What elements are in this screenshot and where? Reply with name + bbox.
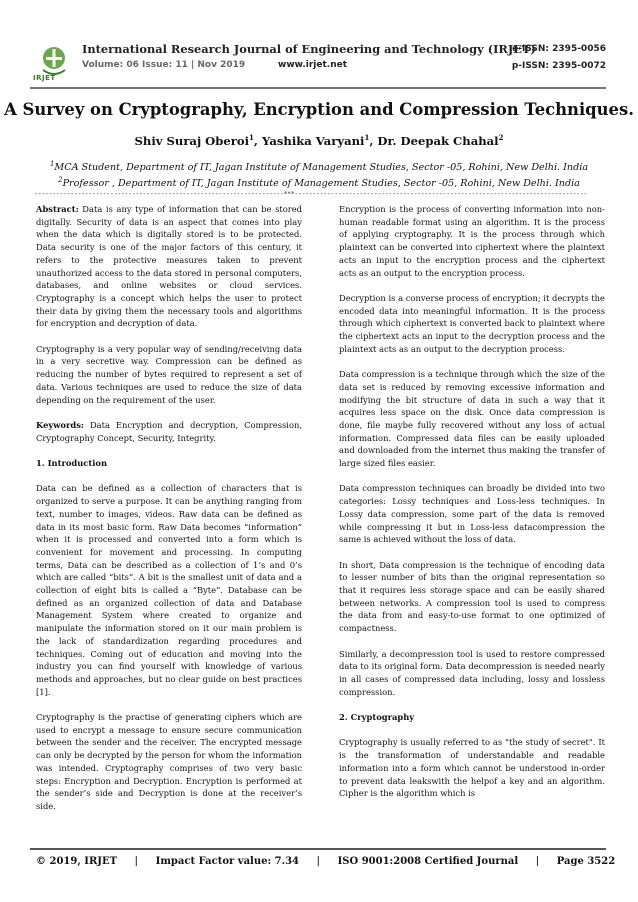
body-paragraph: Decryption is a converse process of encryption; it decrypts the encoded data into meaningful information. It is the process through which ciphertext is converted back to plaintext where the ciphertext acts an input to the decryption process and the plaintext acts as an output to the decryption process. [339, 292, 605, 354]
footer-impact-factor: Impact Factor value: 7.34 [155, 856, 300, 867]
body-paragraph: Data compression techniques can broadly be divided into two categories: Lossy techniques and Loss-less techniques. In Lossy data compression, some part of the data is removed while compressing it but in Loss-less datacompression the same is achieved without the loss of data. [339, 483, 605, 545]
section-separator: ---------------------------------------------------------------------***--------------------------------------------------------------------------------- [34, 190, 587, 198]
journal-header [30, 40, 606, 88]
keywords-label: Keywords: [36, 419, 84, 430]
keywords-paragraph: Keywords: Data Encryption and decryption, Compression, Cryptography Concept, Security, Integrity. [36, 419, 302, 443]
left-column [36, 203, 302, 825]
pissn: p-ISSN: 2395-0072 [511, 61, 606, 71]
affiliation-1: $^1$MCA Student, Department of IT, Jagan Institute of Management Studies, Sector -05, Rohini, New Delhi. India [49, 160, 589, 174]
section-heading: 2. Cryptography [339, 712, 415, 723]
footer-iso: ISO 9001:2008 Certified Journal [337, 856, 519, 867]
body-paragraph: Similarly, a decompression tool is used to restore compressed data to its original form. Data decompression is needed nearly in all cases of compressed data including, lossy and lossless compression. [339, 648, 605, 697]
abstract-paragraph: Abstract: Data is any type of information that can be stored digitally. Security of data is an aspect that comes into play when the data which is digitally stored is to be protected. Data security is one of the major factors of this century, it refers to the protective measures taken to prevent unauthorized access to the data stored in personal computers, databases, and online websites or cloud services. Cryptography is a concept which helps the user to protect their data by giving them the necessary tools and algorithms for encryption and decryption of data. [36, 204, 302, 329]
author-name: Shiv Suraj Oberoi [134, 133, 250, 148]
website-link[interactable]: www.irjet.net [278, 60, 348, 70]
body-paragraph: Data compression is a technique through which the size of the data set is reduced by removing excessive information and modifying the bit structure of data in such a way that it acquires less space on the disk. Once data compression is done, file maybe fully recovered without any loss of actual information. Compressed data files can be easily uploaded and downloaded from the internet thus making the transfer of large sized files easier. [339, 369, 605, 469]
footer-page-number: Page 3522 [556, 856, 616, 867]
body-paragraph: Encryption is the process of converting information into non-human readable format using an algorithm. It is the process of applying cryptography. It is the process through which plaintext can be converted into ciphertext where the plaintext acts an input to the encryption process and the ciphertext acts as an output to the encryption process. [339, 204, 605, 278]
author-name: Dr. Deepak Chahal [377, 133, 499, 148]
affiliation-mark: 1 [364, 133, 370, 142]
affiliation-mark: 2 [498, 133, 504, 142]
body-paragraph: Cryptography is the practise of generating ciphers which are used to encrypt a message to ensure secure communication between the sender and the receiver. The encrypted message can only be decrypted by the person for whom the information was intended. Cryptography comprises of two very basic steps: Encryption and Decryption. Encryption is performed at the sender’s side and Decryption is done at the receiver’s side. [36, 712, 302, 811]
paper-title: A Survey on Cryptography, Encryption and Compression Techniques. [4, 100, 634, 119]
abstract-label: Abstract: [36, 204, 79, 214]
section-heading: 1. Introduction [36, 458, 108, 469]
affiliation-2: $^2$Professor , Department of IT, Jagan Institute of Management Studies, Sector -05, Rohini, New Delhi. India [58, 176, 580, 190]
footer-divider [30, 848, 606, 850]
footer-separator: | [535, 856, 540, 867]
journal-title: International Research Journal of Engineering and Technology (IRJET) [82, 42, 536, 56]
body-paragraph: Cryptography is a very popular way of sending/receiving data in a very secretive way. Compression can be defined as reducing the number of bytes required to represent a set of data. Various techniques are used to reduce the size of data depending on the requirement of the user. [36, 343, 302, 405]
page-footer [36, 856, 616, 867]
footer-separator: | [316, 856, 321, 867]
volume-issue: Volume: 06 Issue: 11 | Nov 2019 [82, 60, 246, 70]
author-name: Yashika Varyani [261, 133, 365, 148]
right-column [339, 203, 605, 813]
logo-text: IRJET [33, 74, 56, 82]
body-paragraph: In short, Data compression is the technique of encoding data to lesser number of bits than the original representation so that it requires less storage space and can be easily shared between networks. A compression tool is used to compress the data from and easy-to-use format to one optimized of compactness. [339, 559, 605, 634]
footer-copyright: © 2019, IRJET [36, 856, 118, 867]
footer-separator: | [134, 856, 139, 867]
author-list: Shiv Suraj Oberoi$^1$, Yashika Varyani$^1$, Dr. Deepak Chahal$^2$ [134, 133, 504, 148]
eissn: e-ISSN: 2395-0056 [512, 44, 606, 54]
body-paragraph: Cryptography is usually referred to as "the study of secret". It is the transformation of understandable and readable information into a form which cannot be understood in-order to prevent data leakswith the helpof a key and an algorithm. Cipher is the algorithm which is [339, 737, 605, 799]
header-divider [30, 87, 606, 89]
body-paragraph: Data can be defined as a collection of characters that is organized to serve a purpose. It can be anything ranging from text, number to images, videos. Raw data can be defined as data in its most basic form. Raw Data becomes “information” when it is processed and converted into a form which is convenient for movement and processing. In computing terms, Data can be described as a collection of 1’s and 0’s which are called “bits”. A bit is the smallest unit of data and a collection of eight bits is called a “Byte”. Database can be defined as an organized collection of data and Database Management System where created to organize and manipulate the information stored on it our main problem is the lack of standardization regarding procedures and techniques. Coming out of education and moving into the industry you can find yourself with knowledge of various methods and approaches, but no clear guide on best practices [1]. [36, 483, 302, 697]
affiliation-mark: 1 [249, 133, 254, 142]
